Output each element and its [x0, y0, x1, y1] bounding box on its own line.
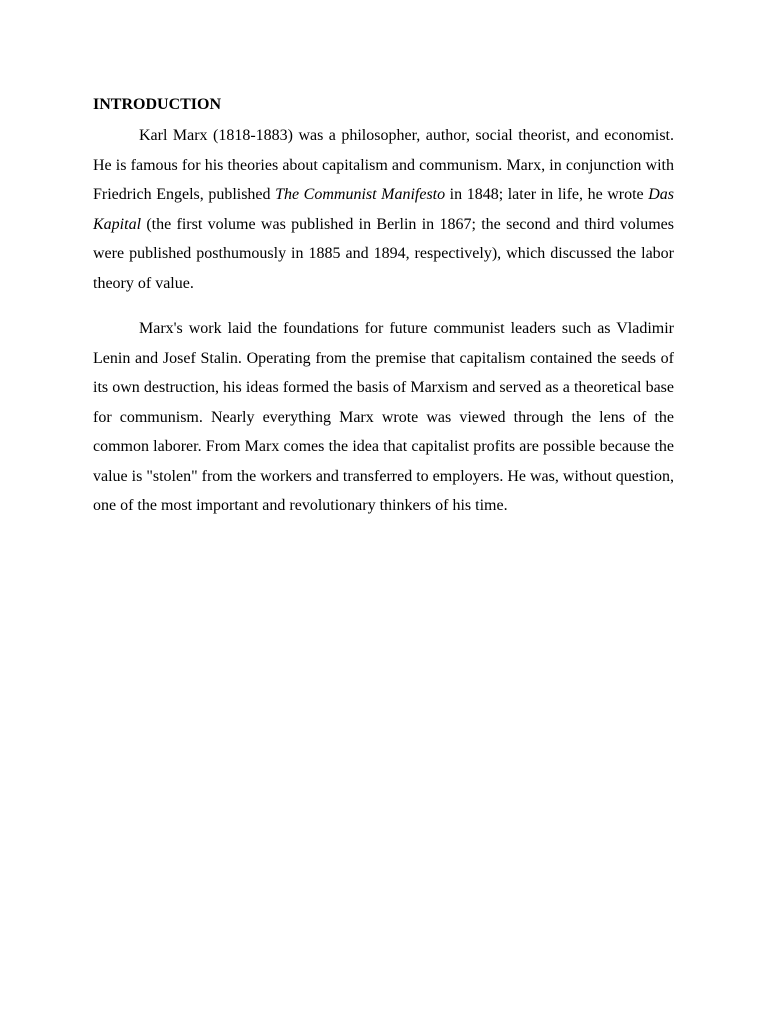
- section-heading: INTRODUCTION: [93, 96, 222, 113]
- paragraph-1-text-b: in 1848; later in life, he wrote: [445, 186, 649, 203]
- paragraph-1-text-a: Karl Marx (1818-1883) was a philosopher, author, social theorist, and economist. He is famous for his theories about capitalism and communism. Marx, in conjunction with Friedrich Engels, published: [93, 127, 674, 203]
- paragraph-2: Marx's work laid the foundations for future communist leaders such as Vladimir Lenin and Josef Stalin. Operating from the premise that capitalism contained the seeds of its own destruction, his ideas formed the basis of Marxism and served as a theoretical base for communism. Nearly everything Marx wrote was viewed through the lens of the common laborer. From Marx comes the idea that capitalist profits are possible because the value is "stolen" from the workers and transferred to employers. He was, without question, one of the most important and revolutionary thinkers of his time.: [93, 320, 674, 514]
- document-page: [93, 93, 674, 537]
- book-title-das-kapital: Das Kapital: [93, 186, 675, 233]
- paragraph-1-text-c: (the first volume was published in Berlin in 1867; the second and third volumes were published posthumously in 1885 and 1894, respectively), which discussed the labor theory of value.: [93, 215, 674, 292]
- book-title-communist-manifesto: The Communist Manifesto: [275, 186, 446, 203]
- paragraph-1: [93, 121, 674, 298]
